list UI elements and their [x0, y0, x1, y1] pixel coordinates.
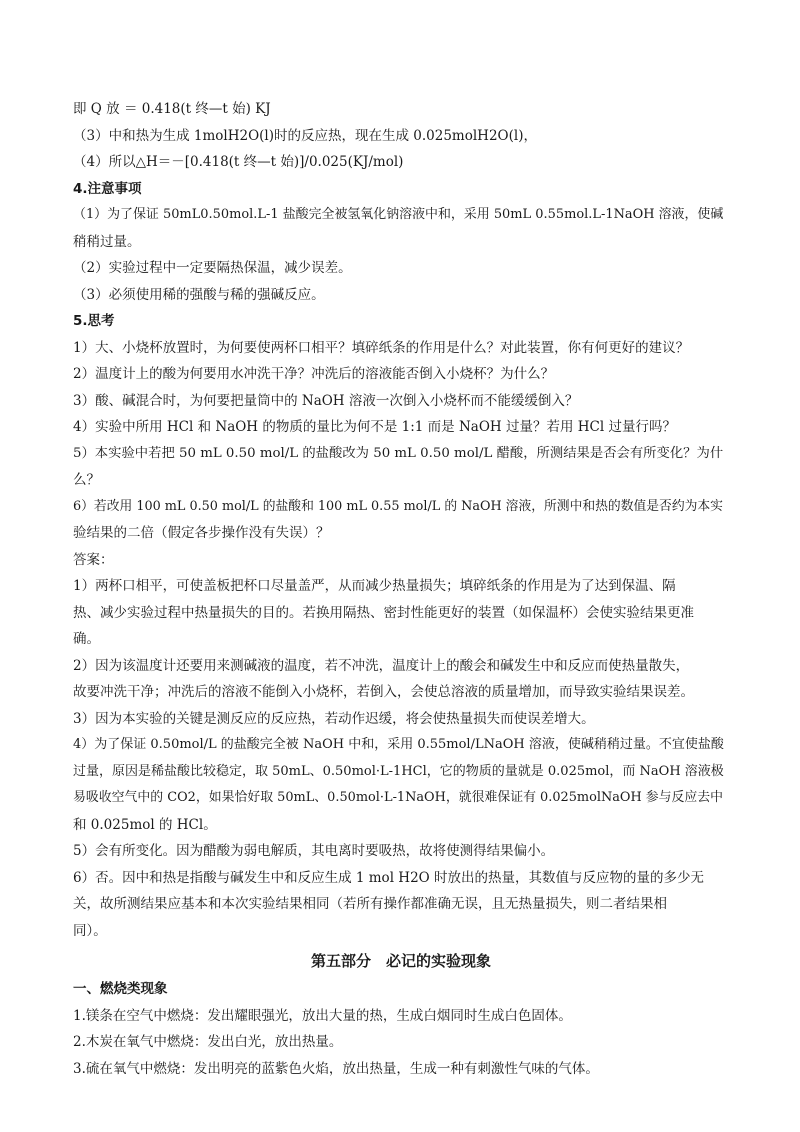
question-line: 么？ [73, 472, 100, 488]
section-heading-notes: 4.注意事项 [73, 180, 142, 197]
text-line: （2）实验过程中一定要隔热保温，减少误差。 [73, 260, 352, 276]
text-line: 3.硫在氧气中燃烧：发出明亮的蓝紫色火焰，放出热量，生成一种有刺激性气味的气体。 [73, 1060, 599, 1077]
text-line: 稍稍过量。 [73, 233, 141, 250]
answer-line: 2）因为该温度计还要用来测碱液的温度，若不冲洗，温度计上的酸会和碱发生中和反应而使热量散失， [73, 657, 690, 674]
section-heading-thinking: 5.思考 [73, 313, 115, 329]
question-line: 6）若改用 100 mL 0.50 mol/L 的盐酸和 100 mL 0.55 mol/L 的 NaOH 溶液，所测中和热的数值是否约为本实 [73, 498, 723, 514]
answer-line: 故要冲洗干净；冲洗后的溶液不能倒入小烧杯，若倒入，会使总溶液的质量增加，而导致实验结果误差。 [73, 684, 694, 700]
text-line: 即 Q 放 ＝ 0.418(t 终—t 始) KJ [73, 101, 271, 117]
text-line: （3）中和热为生成 1molH2O(l)时的反应热，现在生成 0.025molH2O(l)， [73, 127, 537, 144]
document-page [73, 96, 729, 1082]
answer-line: 热、减少实验过程中热量损失的目的。若换用隔热、密封性能更好的装置（如保温杯）会使实验结果更准 [73, 604, 694, 621]
text-line: （1）为了保证 50mL0.50mol.L-1 盐酸完全被氢氧化钠溶液中和，采用 50mL 0.55mol.L-1NaOH 溶液，使碱 [73, 207, 724, 222]
section-heading-combustion: 一、燃烧类现象 [73, 981, 168, 997]
answer-line: 5）会有所变化。因为醋酸为弱电解质，其电离时要吸热，故将使测得结果偏小。 [73, 843, 555, 859]
answer-line: 4）为了保证 0.50mol/L 的盐酸完全被 NaOH 中和，采用 0.55mol/LNaOH 溶液，使碱稍稍过量。不宜使盐酸 [73, 737, 724, 752]
part-title: 第五部分 必记的实验现象 [310, 952, 491, 970]
answer-line: 确。 [73, 631, 100, 647]
question-line: 5）本实验中若把 50 mL 0.50 mol/L 的盐酸改为 50 mL 0.50 mol/L 醋酸，所测结果是否会有所变化？为什 [73, 445, 724, 461]
question-line: 4）实验中所用 HCl 和 NaOH 的物质的量比为何不是 1:1 而是 NaOH 过量？若用 HCl 过量行吗？ [73, 419, 676, 435]
text-line: （3）必须使用稀的强酸与稀的强碱反应。 [73, 286, 325, 303]
answer-line: 易吸收空气中的 CO2，如果恰好取 50mL、0.50mol·L-1NaOH，就很难保证有 0.025molNaOH 参与反应去中 [73, 790, 724, 805]
question-line: 验结果的二倍（假定各步操作没有失误）？ [73, 525, 330, 541]
answer-line: 1）两杯口相平，可使盖板把杯口尽量盖严，从而减少热量损失；填碎纸条的作用是为了达到保温、隔 [73, 578, 676, 594]
question-line: 2）温度计上的酸为何要用水冲洗干净？冲洗后的溶液能否倒入小烧杯？为什么？ [73, 366, 555, 382]
text-line: （4）所以△H＝－[0.418(t 终—t 始)]/0.025(KJ/mol) [73, 154, 404, 170]
answer-line: 同）。 [73, 922, 107, 939]
question-line: 1）大、小烧杯放置时，为何要使两杯口相平？填碎纸条的作用是什么？对此装置，你有何更好的建议？ [73, 339, 690, 356]
question-line: 3）酸、碱混合时，为何要把量筒中的 NaOH 溶液一次倒入小烧杯而不能缓缓倒入？ [73, 392, 579, 409]
answers-label: 答案： [73, 551, 114, 568]
answer-line: 3）因为本实验的关键是测反应的反应热，若动作迟缓，将会使热量损失而使误差增大。 [73, 710, 595, 727]
text-line: 1.镁条在空气中燃烧：发出耀眼强光，放出大量的热，生成白烟同时生成白色固体。 [73, 1007, 572, 1024]
answer-line: 过量，原因是稀盐酸比较稳定，取 50mL、0.50mol·L-1HCl，它的物质的量就是 0.025mol，而 NaOH 溶液极 [73, 763, 724, 779]
answer-line: 关，故所测结果应基本和本次实验结果相同（若所有操作都准确无误，且无热量损失，则二者结果相 [73, 896, 667, 912]
answer-line: 6）否。因中和热是指酸与碱发生中和反应生成 1 mol H2O 时放出的热量，其数值与反应物的量的多少无 [73, 869, 705, 886]
answer-line: 和 0.025mol 的 HCl。 [73, 816, 217, 833]
text-line: 2.木炭在氧气中燃烧：发出白光，放出热量。 [73, 1034, 343, 1050]
